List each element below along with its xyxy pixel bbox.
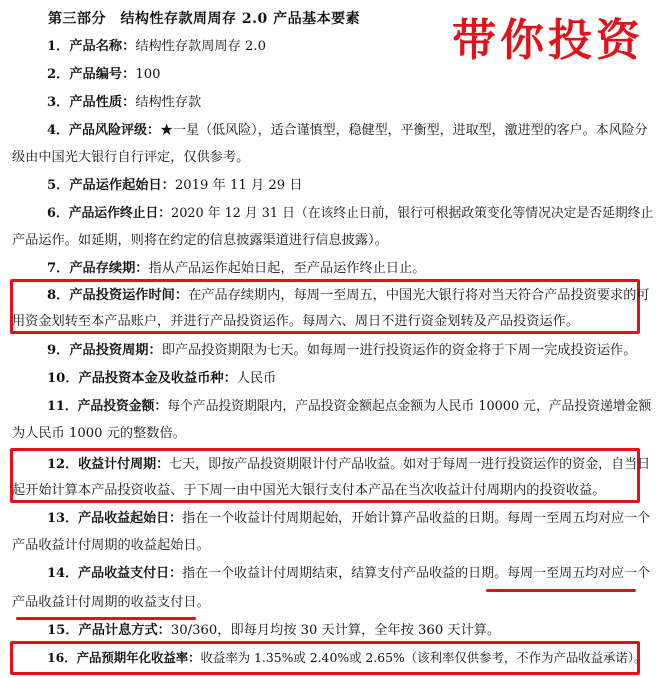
item-continuation: 为人民币 1000 元的整数倍。 [12,426,186,441]
item-number: 1． [47,39,70,54]
item-label: 产品运作起始日： [69,178,175,193]
item-text: 即产品投资期限为七天。如每周一进行投资运作的资金将于下周一完成投资运作。 [161,343,637,358]
underline-mark-1 [486,589,636,592]
item-label: 产品收益起始日： [78,511,183,526]
item-continuation: 产品收益计付周期的收益起始日。 [12,538,210,553]
item-label: 产品预期年化收益率： [76,650,201,665]
list-item [47,370,276,388]
item-text: 人民币 [236,371,277,386]
item-number: 7． [47,261,70,276]
item-label: 产品名称： [69,39,136,54]
item-continuation: 起开始计算本产品投资收益、于下周一由中国光大银行支付本产品在当次收益计付周期内的投资收益。 [12,483,606,498]
list-item [47,342,636,360]
item-number: 11． [47,399,78,414]
item-number: 15． [47,623,79,638]
list-item [47,287,650,305]
item-number: 2． [47,67,70,82]
item-text: 指在一个收益计付周期起始，开始计算产品收益的日期。每周一至周五均对应一个 [182,511,651,526]
item-text: 收益率为 1.35%或 2.40%或 2.65%（该利率仅供参考，不作为产品收益承诺）。 [200,650,647,665]
item-continuation: 用资金划转至本产品账户，并进行产品投资运作。每周六、周日不进行资金划转及产品投资运作。 [12,314,580,329]
list-item [47,122,648,140]
item-number: 16． [47,650,77,665]
item-text: 指在一个收益计付周期结束，结算支付产品收益的日期。每周一至周五均对应一个 [182,566,651,581]
item-label: 产品投资本金及收益币种： [78,371,237,386]
item-number: 4． [47,123,70,138]
list-item [47,565,650,583]
item-label: 产品投资周期： [69,343,162,358]
list-item [47,398,651,416]
item-label: 产品计息方式： [78,623,171,638]
item-continuation: 产品收益计付周期的收益支付日。 [12,595,210,610]
underline-mark-2 [16,617,196,620]
item-number: 3． [47,95,70,110]
item-number: 9． [47,343,70,358]
item-number: 13． [47,511,79,526]
item-label: 产品风险评级： [69,123,161,138]
item-text: 在产品存续期内，每周一至周五，中国光大银行将对当天符合产品投资要求的可 [188,288,650,303]
stamp-text: 带你投资 [452,15,644,66]
item-number: 10． [47,371,79,386]
item-text: 2019 年 11 月 29 日 [174,178,303,193]
item-number: 6． [47,206,69,221]
list-item [47,177,303,195]
list-item [47,66,160,84]
item-label: 收益计付周期： [78,457,170,472]
item-text: 指从产品运作起始日起，至产品运作终止日止。 [148,261,426,276]
item-label: 产品存续期： [69,261,149,276]
list-item [47,94,201,112]
list-item [47,260,425,278]
item-number: 14． [47,566,79,581]
item-label: 产品投资金额： [77,399,168,414]
list-item [47,622,500,640]
list-item [47,38,266,56]
section-title: 第三部分 结构性存款周周存 2.0 产品基本要素 [48,11,361,27]
item-text: 七天，即按产品投资期限计付产品收益。如对于每周一进行投资运作的资金，自当日 [169,457,651,472]
item-text: 每个产品投资期限内，产品投资金额起点金额为人民币 10000 元，产品投资递增金额 [167,399,652,414]
list-item [47,205,653,223]
item-text: 结构性存款周周存 2.0 [135,39,266,54]
list-item [47,649,646,667]
item-label: 产品编号： [69,67,136,82]
item-label: 产品运作终止日： [68,206,172,221]
item-label: 产品性质： [69,95,136,110]
item-number: 5． [47,178,70,193]
item-number: 8． [47,288,70,303]
item-text: ★一星（低风险），适合谨慎型，稳健型，平衡型，进取型，激进型的客户。本风险分 [160,123,648,138]
item-continuation: 产品运作。如延期，则将在约定的信息披露渠道进行信息披露）。 [12,233,388,248]
item-label: 产品收益支付日： [78,566,183,581]
item-text: 30/360，即每月均按 30 天计算，全年按 360 天计算。 [170,623,501,638]
list-item [47,510,650,528]
item-text: 结构性存款 [135,95,202,110]
list-item [47,456,650,474]
item-number: 12． [47,457,79,472]
item-text: 2020 年 12 月 31 日（在该终止日前，银行可根据政策变化等情况决定是否延期终止 [171,206,654,221]
item-label: 产品投资运作时间： [69,288,189,303]
item-continuation: 级由中国光大银行自行评定，仅供参考。 [12,150,250,165]
item-text: 100 [135,67,161,82]
